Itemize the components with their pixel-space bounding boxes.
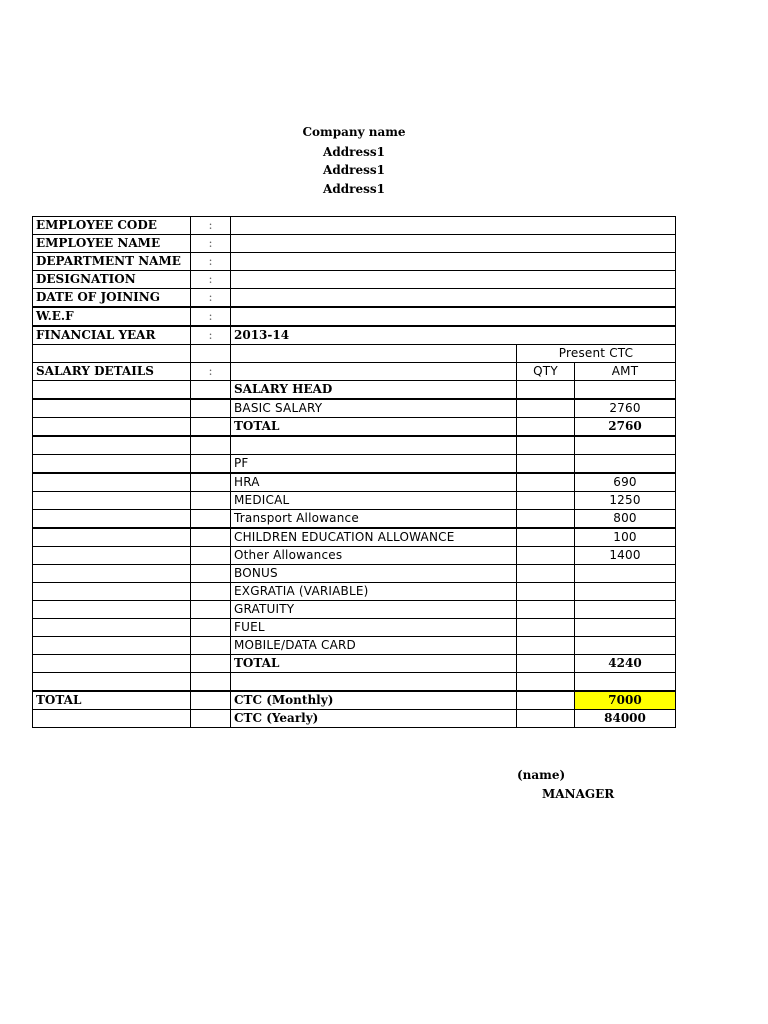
- item-row-pf: [33, 455, 676, 474]
- department-value[interactable]: [231, 253, 676, 271]
- employee-code-row: [33, 217, 676, 235]
- item-amt[interactable]: 1400: [575, 547, 676, 565]
- empty-cell: [191, 655, 231, 673]
- item-amt[interactable]: 690: [575, 473, 676, 492]
- wef-row: [33, 307, 676, 326]
- empty-cell: [191, 710, 231, 728]
- item-row-other-allowances: [33, 547, 676, 565]
- separator: :: [191, 217, 231, 235]
- item-row-transport: [33, 510, 676, 529]
- total2-amt: 4240: [575, 655, 676, 673]
- department-label: DEPARTMENT NAME: [33, 253, 191, 271]
- salary-head-label: SALARY HEAD: [231, 381, 517, 400]
- empty-cell: [191, 619, 231, 637]
- empty-cell: [231, 436, 517, 455]
- empty-cell: [191, 583, 231, 601]
- separator: :: [191, 307, 231, 326]
- empty-cell: [191, 637, 231, 655]
- empty-cell: [33, 673, 191, 692]
- fy-row: [33, 326, 676, 345]
- item-qty[interactable]: [517, 547, 575, 565]
- empty-cell: [517, 418, 575, 437]
- empty-cell: [191, 565, 231, 583]
- item-qty[interactable]: [517, 619, 575, 637]
- salary-details-label: SALARY DETAILS: [33, 363, 191, 381]
- total1-row: [33, 418, 676, 437]
- signatory-name: (name): [517, 768, 566, 782]
- empty-cell: [191, 601, 231, 619]
- address-line-2: Address1: [323, 163, 385, 177]
- empty-cell: [191, 691, 231, 710]
- empty-cell: [33, 436, 191, 455]
- item-qty[interactable]: [517, 583, 575, 601]
- designation-label: DESIGNATION: [33, 271, 191, 289]
- address-line-3: Address1: [323, 182, 385, 196]
- item-row-exgratia: [33, 583, 676, 601]
- empty-cell: [33, 399, 191, 418]
- item-qty[interactable]: [517, 492, 575, 510]
- empty-cell: [33, 565, 191, 583]
- signatory-title: MANAGER: [542, 787, 615, 801]
- empty-cell: [33, 381, 191, 400]
- employee-code-value[interactable]: [231, 217, 676, 235]
- item-label: BONUS: [231, 565, 517, 583]
- ctc-yearly-label: CTC (Yearly): [231, 710, 517, 728]
- company-name: Company name: [302, 125, 406, 139]
- item-row-bonus: [33, 565, 676, 583]
- item-label: EXGRATIA (VARIABLE): [231, 583, 517, 601]
- item-qty[interactable]: [517, 473, 575, 492]
- empty-cell: [191, 528, 231, 547]
- total2-label: TOTAL: [231, 655, 517, 673]
- empty-cell: [191, 345, 231, 363]
- empty-cell: [33, 418, 191, 437]
- separator: :: [191, 326, 231, 345]
- salary-sheet: [32, 216, 676, 728]
- present-ctc-header: Present CTC: [517, 345, 676, 363]
- separator: :: [191, 289, 231, 308]
- item-qty[interactable]: [517, 601, 575, 619]
- separator: :: [191, 363, 231, 381]
- empty-cell: [575, 436, 676, 455]
- item-row-medical: [33, 492, 676, 510]
- basic-salary-label: BASIC SALARY: [231, 399, 517, 418]
- item-row-mobile: [33, 637, 676, 655]
- basic-salary-qty[interactable]: [517, 399, 575, 418]
- item-row-children-education: [33, 528, 676, 547]
- separator: :: [191, 271, 231, 289]
- item-amt[interactable]: [575, 455, 676, 474]
- empty-cell: [191, 547, 231, 565]
- item-amt[interactable]: 1250: [575, 492, 676, 510]
- item-qty[interactable]: [517, 637, 575, 655]
- present-ctc-row: [33, 345, 676, 363]
- doj-row: [33, 289, 676, 308]
- item-qty[interactable]: [517, 528, 575, 547]
- salary-head-row: [33, 381, 676, 400]
- empty-cell: [191, 455, 231, 474]
- address-line-1: Address1: [323, 145, 385, 159]
- employee-code-label: EMPLOYEE CODE: [33, 217, 191, 235]
- empty-cell: [33, 655, 191, 673]
- empty-cell: [33, 710, 191, 728]
- item-qty[interactable]: [517, 565, 575, 583]
- designation-value[interactable]: [231, 271, 676, 289]
- empty-cell: [517, 381, 575, 400]
- empty-cell: [33, 528, 191, 547]
- item-qty[interactable]: [517, 455, 575, 474]
- empty-cell: [33, 619, 191, 637]
- separator: :: [191, 235, 231, 253]
- item-label: CHILDREN EDUCATION ALLOWANCE: [231, 528, 517, 547]
- designation-row: [33, 271, 676, 289]
- item-label: FUEL: [231, 619, 517, 637]
- employee-name-label: EMPLOYEE NAME: [33, 235, 191, 253]
- item-amt[interactable]: [575, 601, 676, 619]
- total1-label: TOTAL: [231, 418, 517, 437]
- item-amt[interactable]: 800: [575, 510, 676, 529]
- empty-cell: [33, 601, 191, 619]
- basic-salary-amt[interactable]: 2760: [575, 399, 676, 418]
- empty-cell: [33, 583, 191, 601]
- item-amt[interactable]: [575, 583, 676, 601]
- separator: :: [191, 253, 231, 271]
- employee-name-value[interactable]: [231, 235, 676, 253]
- empty-cell: [517, 436, 575, 455]
- spacer-row: [33, 436, 676, 455]
- item-row-gratuity: [33, 601, 676, 619]
- item-amt[interactable]: 100: [575, 528, 676, 547]
- item-amt[interactable]: [575, 565, 676, 583]
- empty-cell: [517, 710, 575, 728]
- item-row-hra: [33, 473, 676, 492]
- empty-cell: [33, 345, 191, 363]
- item-label: PF: [231, 455, 517, 474]
- item-label: MOBILE/DATA CARD: [231, 637, 517, 655]
- total1-amt: 2760: [575, 418, 676, 437]
- empty-cell: [517, 655, 575, 673]
- empty-cell: [33, 455, 191, 474]
- empty-cell: [33, 492, 191, 510]
- item-label: GRATUITY: [231, 601, 517, 619]
- empty-cell: [191, 436, 231, 455]
- amt-header: AMT: [575, 363, 676, 381]
- empty-cell: [191, 510, 231, 529]
- ctc-yearly-amt: 84000: [575, 710, 676, 728]
- empty-cell: [575, 673, 676, 692]
- department-row: [33, 253, 676, 271]
- empty-cell: [231, 673, 517, 692]
- fy-label: FINANCIAL YEAR: [33, 326, 191, 345]
- employee-name-row: [33, 235, 676, 253]
- item-qty[interactable]: [517, 510, 575, 529]
- empty-cell: [33, 473, 191, 492]
- empty-cell: [191, 492, 231, 510]
- spacer-row: [33, 673, 676, 692]
- empty-cell: [191, 673, 231, 692]
- doj-label: DATE OF JOINING: [33, 289, 191, 308]
- wef-value[interactable]: [231, 307, 676, 326]
- item-label: Other Allowances: [231, 547, 517, 565]
- empty-cell: [575, 381, 676, 400]
- item-amt[interactable]: [575, 619, 676, 637]
- empty-cell: [33, 547, 191, 565]
- empty-cell: [191, 381, 231, 400]
- item-label: MEDICAL: [231, 492, 517, 510]
- item-label: HRA: [231, 473, 517, 492]
- empty-cell: [33, 637, 191, 655]
- doj-value[interactable]: [231, 289, 676, 308]
- item-row-fuel: [33, 619, 676, 637]
- fy-value[interactable]: 2013-14: [231, 326, 676, 345]
- ctc-monthly-row: [33, 691, 676, 710]
- basic-salary-row: [33, 399, 676, 418]
- wef-label: W.E.F: [33, 307, 191, 326]
- item-label: Transport Allowance: [231, 510, 517, 529]
- total2-row: [33, 655, 676, 673]
- empty-cell: [231, 363, 517, 381]
- empty-cell: [517, 691, 575, 710]
- empty-cell: [33, 510, 191, 529]
- item-amt[interactable]: [575, 637, 676, 655]
- empty-cell: [191, 399, 231, 418]
- salary-details-row: [33, 363, 676, 381]
- qty-header: QTY: [517, 363, 575, 381]
- ctc-monthly-amt[interactable]: 7000: [575, 691, 676, 710]
- ctc-monthly-label: CTC (Monthly): [231, 691, 517, 710]
- empty-cell: [231, 345, 517, 363]
- empty-cell: [517, 673, 575, 692]
- ctc-yearly-row: [33, 710, 676, 728]
- empty-cell: [191, 418, 231, 437]
- empty-cell: [191, 473, 231, 492]
- grand-total-label: TOTAL: [33, 691, 191, 710]
